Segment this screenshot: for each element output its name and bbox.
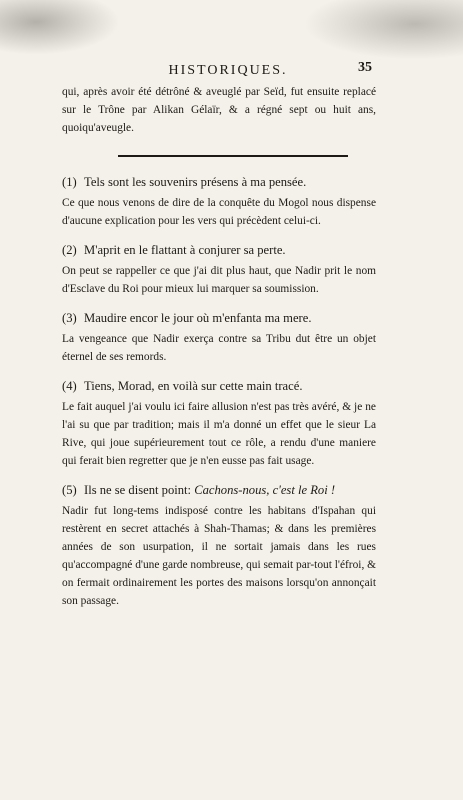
note-verse [62,240,376,260]
running-head: HISTORIQUES. [168,63,288,78]
verse-text: Tels sont les souvenirs présens à ma pensée. [84,175,307,189]
note-1 [62,172,376,230]
note-4 [62,376,376,470]
verse-text: Ils ne se disent point: [84,483,192,497]
note-number: (1) [62,175,77,189]
page-number: 35 [358,60,372,75]
verse-text: Tiens, Morad, en voilà sur cette main tracé. [84,379,303,393]
note-number: (4) [62,379,77,393]
separator-rule [118,155,348,157]
page-stain-top-left [0,0,120,55]
note-verse [62,480,376,500]
note-5 [62,480,376,610]
note-verse [62,376,376,396]
verse-italic-text: Cachons-nous, c'est le Roi ! [194,483,336,497]
note-text: La vengeance que Nadir exerça contre sa Tribu dut être un objet éternel de ses remords. [62,333,376,363]
note-text: Ce que nous venons de dire de la conquête du Mogol nous dispense d'aucune explication pour les vers qui précèdent celui-ci. [62,197,376,227]
verse-text: M'aprit en le flattant à conjurer sa perte. [84,243,286,257]
note-verse [62,172,376,192]
note-number: (3) [62,311,77,325]
note-text: Nadir fut long-tems indisposé contre les habitans d'Ispahan qui restèrent en secret attachés à Shah-Thamas; & dans les premières années de son usurpation, il ne sortait jamais dans les rues qu'accompagné d'une garde nombreuse, qui semait par-tout l'éfroi, & on fermait ordinairement les portes des maisons lorsqu'on annonçait son passage. [62,505,377,607]
note-text: On peut se rappeller ce que j'ai dit plus haut, que Nadir prit le nom d'Esclave du Roi pour mieux lui marquer sa soumission. [62,265,376,295]
notes-section [62,172,376,620]
page-stain-top-right [303,0,463,60]
note-number: (5) [62,483,77,497]
note-2 [62,240,376,298]
note-text: Le fait auquel j'ai voulu ici faire allusion n'est pas très avéré, & je ne l'ai su que par tradition; mais il m'a donné un effet que le sieur La Rive, qui joue supérieurement tout ce rôle, a rendu d'une maniere qui ferait bien regretter que je n'en eusse pas fait usage. [62,401,376,467]
continued-paragraph: qui, après avoir été détrôné & aveuglé par Seïd, fut ensuite replacé sur le Trône par Alikan Gélaïr, & a régné sept ou huit ans, quoiqu'aveugle. [62,86,376,134]
note-verse [62,308,376,328]
verse-text: Maudire encor le jour où m'enfanta ma mere. [84,311,312,325]
note-3 [62,308,376,366]
note-number: (2) [62,243,77,257]
